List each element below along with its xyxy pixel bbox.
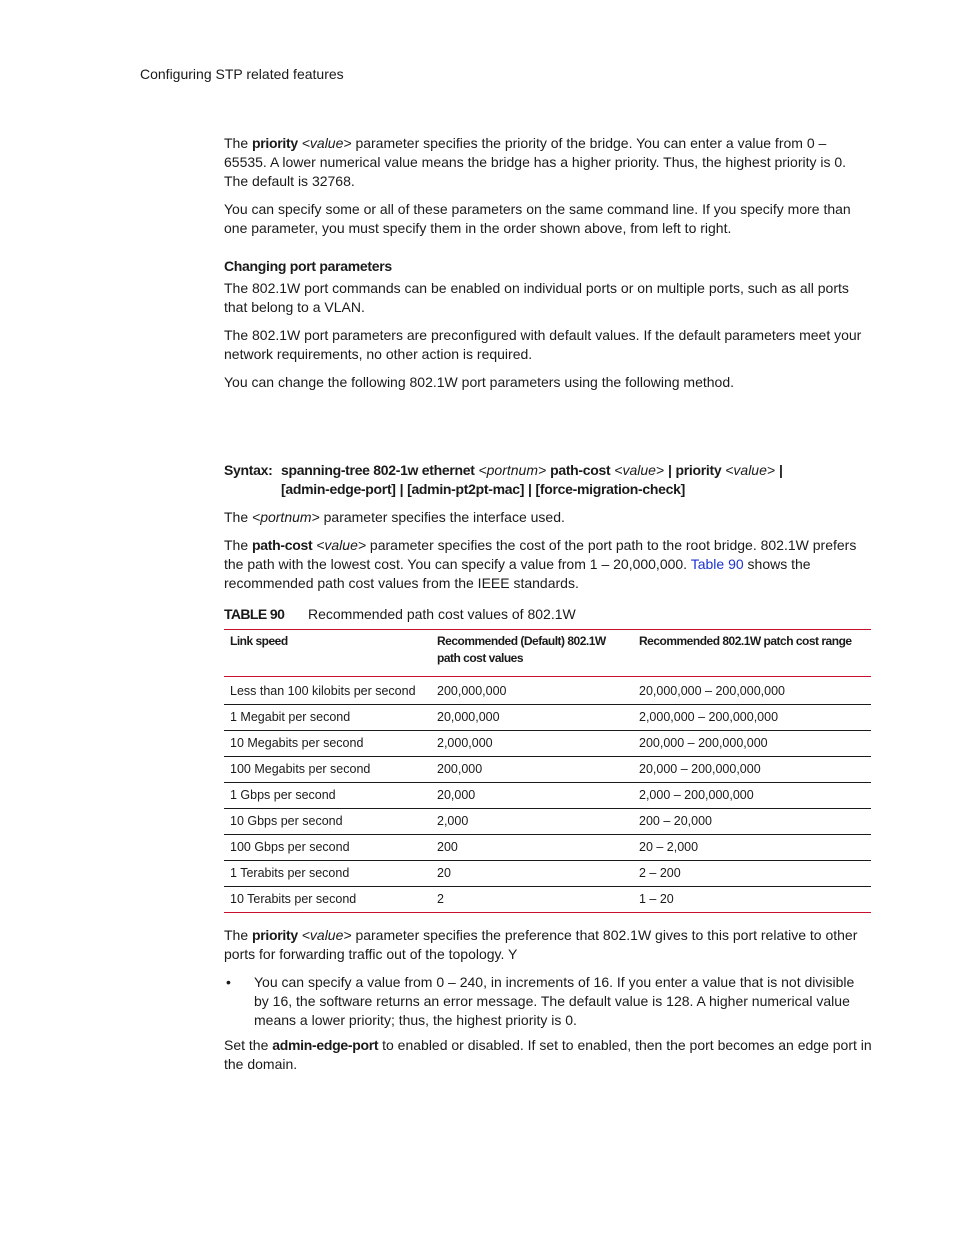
bullet-text: You can specify a value from 0 – 240, in increments of 16. If you enter a value that is not divisible by 16, the software returns an error message. The default value is 128. A higher numerical value means a lower priority; thus, the highest priority is 0. <box>254 974 855 1028</box>
keyword-priority: priority <box>252 135 298 151</box>
table-row: 1 Megabit per second 20,000,000 2,000,000 – 200,000,000 <box>224 705 871 731</box>
syntax-body: spanning-tree 802-1w ethernet <portnum> path-cost <value> | priority <value> | [admin-edge-port] | [admin-pt2pt-mac] | [force-migration-check] <box>281 462 783 497</box>
paragraph-port-commands: The 802.1W port commands can be enabled on individual ports or on multiple ports, such as all ports that belong to a VLAN. <box>224 280 849 315</box>
header-cost-range: Recommended 802.1W patch cost range <box>639 634 852 648</box>
table-row: 1 Terabits per second 20 2 – 200 <box>224 861 871 887</box>
paragraph-path-cost: The path-cost <value> parameter specifies the cost of the port path to the root bridge. 802.1W prefers the path with the lowest cost. You can specify a value from 1 – 20,000,000. Table 90 shows the recommended path cost values from the IEEE standards. <box>224 537 857 591</box>
table-caption <box>224 605 872 624</box>
table-row: 100 Megabits per second 200,000 20,000 – 200,000,000 <box>224 757 871 783</box>
table-row: Less than 100 kilobits per second 200,000,000 20,000,000 – 200,000,000 <box>224 677 871 705</box>
table-title: Recommended path cost values of 802.1W <box>308 606 576 622</box>
argument-value: <value> <box>301 135 352 151</box>
paragraph-change-method: You can change the following 802.1W port parameters using the following method. <box>224 374 735 390</box>
table-row: 10 Terabits per second 2 1 – 20 <box>224 887 871 913</box>
paragraph-specify-order: You can specify some or all of these parameters on the same command line. If you specify more than one parameter, you must specify them in the order shown above, from left to right. <box>224 201 851 236</box>
bullet-symbol: • <box>226 974 231 990</box>
table-number: TABLE 90 <box>224 606 285 622</box>
paragraph-admin-edge-port: Set the admin-edge-port to enabled or disabled. If set to enabled, then the port becomes an edge port in the domain. <box>224 1037 872 1072</box>
syntax-label: Syntax: <box>224 462 273 478</box>
paragraph-preconfigured: The 802.1W port parameters are preconfigured with default values. If the default parameters meet your network requirements, no other action is required. <box>224 327 862 362</box>
page-content <box>224 134 872 1074</box>
table-row: 10 Megabits per second 2,000,000 200,000 – 200,000,000 <box>224 731 871 757</box>
running-header: Configuring STP related features <box>140 66 344 82</box>
header-default-cost: Recommended (Default) 802.1W path cost values <box>437 634 606 665</box>
paragraph-bridge-priority: The priority <value> parameter specifies the priority of the bridge. You can enter a value from 0 – 65535. A lower numerical value means the bridge has a higher priority. Thus, the highest priority is 0. The default is 32768. <box>224 135 847 189</box>
table-row: 100 Gbps per second 200 20 – 2,000 <box>224 835 871 861</box>
table-row: 1 Gbps per second 20,000 2,000 – 200,000,000 <box>224 783 871 809</box>
header-link-speed: Link speed <box>230 634 288 648</box>
paragraph-portnum: The <portnum> parameter specifies the interface used. <box>224 509 565 525</box>
table-90-link[interactable]: Table 90 <box>690 556 744 572</box>
path-cost-table <box>224 629 871 913</box>
section-subheading: Changing port parameters <box>224 258 392 274</box>
table-header-row <box>224 630 871 677</box>
paragraph-port-priority: The priority <value> parameter specifies the preference that 802.1W gives to this port relative to other ports for forwarding traffic out of the topology. Y <box>224 927 858 962</box>
syntax-block <box>224 461 872 499</box>
bullet-item <box>224 973 872 1030</box>
table-row: 10 Gbps per second 2,000 200 – 20,000 <box>224 809 871 835</box>
